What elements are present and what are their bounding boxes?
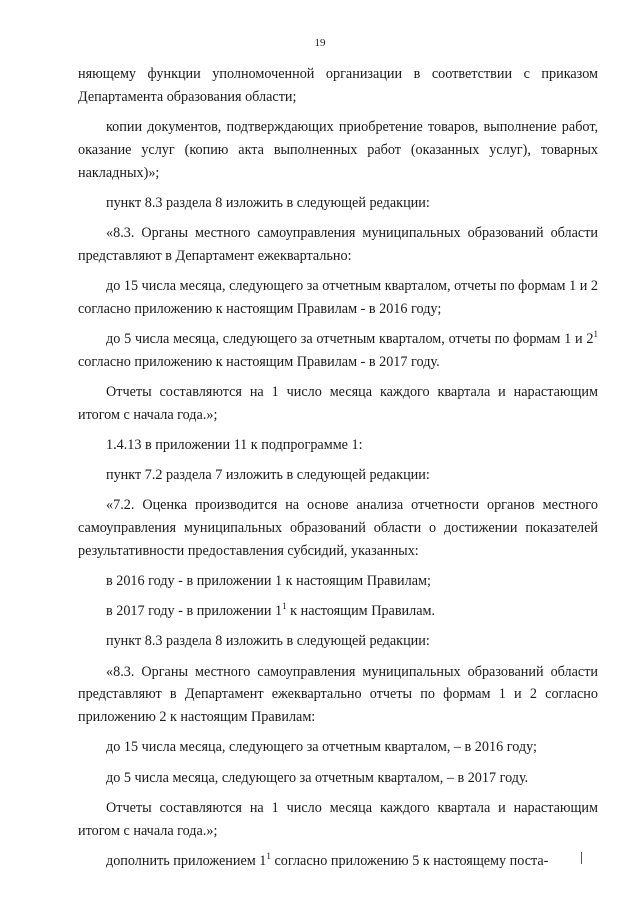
paragraph: [78, 464, 598, 487]
text-run: дополнить приложением 1: [106, 852, 267, 869]
text-run: няющему функции уполномоченной организации в соответствии с приказом Департамента образования области;: [78, 66, 598, 105]
text-run: до 15 числа месяца, следующего за отчетным кварталом, – в 2016 году;: [106, 739, 537, 756]
superscript: 1: [282, 601, 287, 612]
text-run: до 15 числа месяца, следующего за отчетным кварталом, отчеты по формам 1 и 2 согласно приложению к настоящим Правилам - в 2016 году;: [78, 277, 598, 317]
text-run: пункт 8.3 раздела 8 изложить в следующей редакции:: [106, 633, 430, 650]
paragraph: [78, 116, 598, 184]
text-run: «8.3. Органы местного самоуправления муниципальных образований области представляют в Департамент ежеквартально:: [78, 224, 598, 264]
text-run: Отчеты составляются на 1 число месяца каждого квартала и нарастающим итогом с начала года.»;: [78, 799, 598, 839]
text-run: 1.4.13 в приложении 11 к подпрограмме 1:: [106, 436, 363, 453]
paragraph: [78, 661, 598, 729]
superscript: 1: [266, 850, 271, 861]
text-run: согласно приложению 5 к настоящему поста-: [270, 852, 549, 869]
text-run: в 2017 году - в приложении 1: [106, 603, 283, 620]
text-run: пункт 7.2 раздела 7 изложить в следующей редакции:: [106, 467, 430, 484]
text-run: копии документов, подтверждающих приобретение товаров, выполнение работ, оказание услуг (копию акта выполненных работ (оказанных услуг), товарных накладных)»;: [78, 118, 598, 181]
paragraph: [78, 767, 598, 790]
text-run: согласно приложению к настоящим Правилам - в 2017 году.: [78, 353, 440, 370]
paragraph: [78, 797, 598, 843]
paragraph: [78, 434, 598, 457]
text-run: Отчеты составляются на 1 число месяца каждого квартала и нарастающим итогом с начала года.»;: [78, 383, 598, 423]
text-run: в 2016 году - в приложении 1 к настоящим Правилам;: [106, 573, 431, 590]
paragraph: [78, 328, 598, 374]
text-run: пункт 8.3 раздела 8 изложить в следующей редакции:: [106, 194, 430, 211]
paragraph: [78, 192, 598, 215]
text-run: «7.2. Оценка производится на основе анализа отчетности органов местного самоуправления муниципальных образований области о достижении показателей результативности предоставления субсидий, указанных:: [78, 497, 598, 559]
paragraph: [78, 630, 598, 653]
paragraph: [78, 222, 598, 268]
text-run: до 5 числа месяца, следующего за отчетным кварталом, отчеты по формам 1 и 2: [106, 330, 594, 347]
page-number: 19: [314, 37, 326, 49]
paragraph: [78, 494, 598, 562]
text-run: до 5 числа месяца, следующего за отчетным кварталом, – в 2017 году.: [106, 769, 529, 786]
paragraph: [78, 63, 598, 109]
text-run: к настоящим Правилам.: [286, 603, 436, 620]
document-body: [78, 63, 598, 880]
paragraph: [78, 736, 598, 759]
paragraph: [78, 381, 598, 427]
superscript: 1: [593, 328, 598, 339]
scan-edge-mark: [581, 852, 582, 864]
paragraph: [78, 275, 598, 321]
text-run: «8.3. Органы местного самоуправления муниципальных образований области представляют в Департамент ежеквартально отчеты по формам 1 и 2 согласно приложению 2 к настоящим Правилам:: [78, 663, 598, 726]
paragraph: [78, 570, 598, 593]
paragraph: [78, 600, 598, 623]
paragraph: [78, 850, 598, 873]
